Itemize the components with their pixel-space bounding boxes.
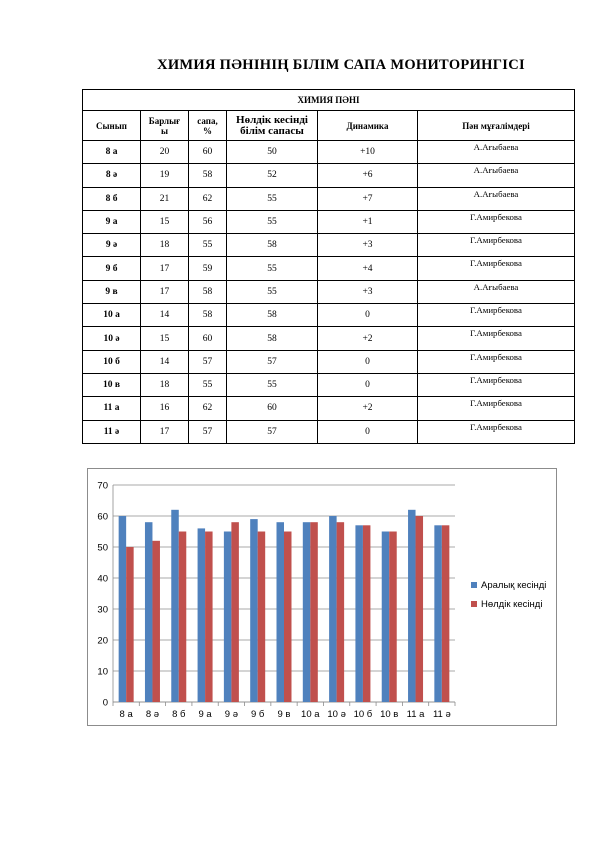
cell-class: 10 а bbox=[83, 304, 141, 327]
cell-dynamics: +3 bbox=[318, 280, 418, 303]
cell-quality: 62 bbox=[189, 397, 227, 420]
bar-zero bbox=[310, 522, 318, 702]
table-row bbox=[83, 234, 575, 257]
cell-quality: 57 bbox=[189, 420, 227, 443]
bar-zero bbox=[416, 516, 424, 702]
cell-teacher: Г.Амирбекова bbox=[418, 397, 575, 420]
cell-zero: 60 bbox=[227, 397, 318, 420]
cell-dynamics: +2 bbox=[318, 397, 418, 420]
y-tick-label: 10 bbox=[97, 666, 108, 678]
bar-zero bbox=[179, 532, 187, 703]
cell-teacher: А.Ағыбаева bbox=[418, 164, 575, 187]
y-tick-label: 50 bbox=[97, 542, 108, 554]
cell-dynamics: +1 bbox=[318, 210, 418, 233]
bar-zero bbox=[442, 525, 450, 702]
cell-teacher: А.Ағыбаева bbox=[418, 280, 575, 303]
x-tick-label: 9 а bbox=[198, 709, 212, 720]
table-row bbox=[83, 141, 575, 164]
bar-interim bbox=[224, 532, 232, 703]
cell-dynamics: +3 bbox=[318, 234, 418, 257]
cell-teacher: Г.Амирбекова bbox=[418, 234, 575, 257]
bar-interim bbox=[277, 522, 285, 702]
cell-quality: 55 bbox=[189, 234, 227, 257]
cell-quality: 56 bbox=[189, 210, 227, 233]
x-tick-label: 8 а bbox=[119, 709, 133, 720]
bar-zero bbox=[258, 532, 266, 703]
cell-dynamics: 0 bbox=[318, 373, 418, 396]
cell-quality: 58 bbox=[189, 164, 227, 187]
y-tick-label: 20 bbox=[97, 635, 108, 647]
bar-interim bbox=[303, 522, 311, 702]
cell-class: 11 ә bbox=[83, 420, 141, 443]
cell-total: 17 bbox=[141, 257, 189, 280]
table-row bbox=[83, 350, 575, 373]
col-header-quality: сапа, % bbox=[189, 111, 227, 141]
cell-total: 15 bbox=[141, 327, 189, 350]
cell-zero: 55 bbox=[227, 187, 318, 210]
x-tick-label: 10 ә bbox=[327, 709, 346, 720]
cell-quality: 62 bbox=[189, 187, 227, 210]
cell-zero: 52 bbox=[227, 164, 318, 187]
table-row bbox=[83, 304, 575, 327]
cell-class: 9 б bbox=[83, 257, 141, 280]
bar-interim bbox=[355, 525, 363, 702]
y-tick-label: 0 bbox=[102, 697, 108, 709]
bar-interim bbox=[408, 510, 416, 702]
x-tick-label: 9 б bbox=[251, 709, 265, 720]
legend-label: Аралық кесінді bbox=[481, 580, 547, 591]
table-body bbox=[83, 141, 575, 444]
col-header-total: Барлығ ы bbox=[141, 111, 189, 141]
cell-class: 9 в bbox=[83, 280, 141, 303]
x-tick-label: 10 б bbox=[353, 709, 373, 720]
table-row bbox=[83, 397, 575, 420]
cell-quality: 57 bbox=[189, 350, 227, 373]
bar-interim bbox=[198, 528, 206, 702]
cell-zero: 55 bbox=[227, 210, 318, 233]
y-tick-label: 70 bbox=[97, 480, 108, 492]
cell-zero: 55 bbox=[227, 373, 318, 396]
cell-zero: 57 bbox=[227, 420, 318, 443]
cell-zero: 58 bbox=[227, 327, 318, 350]
cell-total: 17 bbox=[141, 420, 189, 443]
cell-class: 8 ә bbox=[83, 164, 141, 187]
cell-total: 20 bbox=[141, 141, 189, 164]
col-header-teacher: Пән мұғалімдері bbox=[418, 111, 575, 141]
cell-teacher: А.Ағыбаева bbox=[418, 141, 575, 164]
cell-dynamics: 0 bbox=[318, 304, 418, 327]
cell-class: 10 ә bbox=[83, 327, 141, 350]
x-tick-label: 8 б bbox=[172, 709, 186, 720]
quality-table bbox=[82, 89, 575, 444]
y-tick-label: 40 bbox=[97, 573, 108, 585]
x-tick-label: 9 ә bbox=[224, 709, 238, 720]
col-header-class: Сынып bbox=[83, 111, 141, 141]
cell-dynamics: 0 bbox=[318, 350, 418, 373]
cell-total: 21 bbox=[141, 187, 189, 210]
cell-teacher: Г.Амирбекова bbox=[418, 350, 575, 373]
legend-swatch bbox=[471, 601, 477, 607]
cell-quality: 60 bbox=[189, 141, 227, 164]
cell-quality: 60 bbox=[189, 327, 227, 350]
x-tick-label: 10 в bbox=[380, 709, 399, 720]
table-row bbox=[83, 373, 575, 396]
bar-interim bbox=[171, 510, 179, 702]
cell-dynamics: 0 bbox=[318, 420, 418, 443]
cell-teacher: Г.Амирбекова bbox=[418, 420, 575, 443]
cell-total: 14 bbox=[141, 350, 189, 373]
cell-class: 10 в bbox=[83, 373, 141, 396]
cell-dynamics: +7 bbox=[318, 187, 418, 210]
cell-class: 8 а bbox=[83, 141, 141, 164]
bar-interim bbox=[250, 519, 258, 702]
cell-class: 8 б bbox=[83, 187, 141, 210]
bar-interim bbox=[145, 522, 153, 702]
cell-zero: 55 bbox=[227, 257, 318, 280]
table-caption: ХИМИЯ ПӘНІ bbox=[83, 90, 575, 111]
table-row bbox=[83, 210, 575, 233]
bar-zero bbox=[231, 522, 239, 702]
bar-zero bbox=[205, 532, 213, 703]
cell-teacher: Г.Амирбекова bbox=[418, 210, 575, 233]
bar-zero bbox=[337, 522, 345, 702]
cell-total: 18 bbox=[141, 373, 189, 396]
cell-zero: 50 bbox=[227, 141, 318, 164]
cell-total: 18 bbox=[141, 234, 189, 257]
cell-total: 16 bbox=[141, 397, 189, 420]
table-row bbox=[83, 280, 575, 303]
bar-zero bbox=[363, 525, 371, 702]
x-tick-label: 11 ә bbox=[432, 709, 451, 720]
cell-teacher: Г.Амирбекова bbox=[418, 304, 575, 327]
bar-interim bbox=[329, 516, 337, 702]
cell-class: 10 б bbox=[83, 350, 141, 373]
col-header-zero: Нөлдік кесінді білім сапасы bbox=[227, 111, 318, 141]
cell-teacher: А.Ағыбаева bbox=[418, 187, 575, 210]
chart-canvas bbox=[88, 469, 556, 725]
cell-total: 14 bbox=[141, 304, 189, 327]
table-row bbox=[83, 164, 575, 187]
cell-zero: 55 bbox=[227, 280, 318, 303]
cell-class: 9 ә bbox=[83, 234, 141, 257]
cell-zero: 58 bbox=[227, 304, 318, 327]
table-row bbox=[83, 327, 575, 350]
cell-dynamics: +2 bbox=[318, 327, 418, 350]
document-title: ХИМИЯ ПӘНІНІҢ БІЛІМ САПА МОНИТОРИНГІСІ bbox=[157, 57, 525, 73]
x-tick-label: 9 в bbox=[277, 709, 291, 720]
bar-zero bbox=[389, 532, 397, 703]
y-tick-label: 30 bbox=[97, 604, 108, 616]
x-tick-label: 10 а bbox=[301, 709, 320, 720]
cell-dynamics: +10 bbox=[318, 141, 418, 164]
table-row bbox=[83, 420, 575, 443]
col-header-dynamics: Динамика bbox=[318, 111, 418, 141]
cell-teacher: Г.Амирбекова bbox=[418, 327, 575, 350]
cell-total: 15 bbox=[141, 210, 189, 233]
quality-chart bbox=[87, 468, 557, 726]
cell-zero: 58 bbox=[227, 234, 318, 257]
bar-zero bbox=[126, 547, 133, 702]
cell-class: 9 а bbox=[83, 210, 141, 233]
cell-teacher: Г.Амирбекова bbox=[418, 257, 575, 280]
cell-teacher: Г.Амирбекова bbox=[418, 373, 575, 396]
bar-interim bbox=[382, 532, 390, 703]
legend-swatch bbox=[471, 582, 477, 588]
cell-quality: 58 bbox=[189, 304, 227, 327]
cell-dynamics: +6 bbox=[318, 164, 418, 187]
cell-total: 17 bbox=[141, 280, 189, 303]
table-row bbox=[83, 257, 575, 280]
table-row bbox=[83, 187, 575, 210]
cell-dynamics: +4 bbox=[318, 257, 418, 280]
cell-quality: 58 bbox=[189, 280, 227, 303]
cell-total: 19 bbox=[141, 164, 189, 187]
x-tick-label: 8 ә bbox=[145, 709, 160, 720]
cell-class: 11 а bbox=[83, 397, 141, 420]
y-tick-label: 60 bbox=[97, 511, 108, 523]
bar-interim bbox=[119, 516, 127, 702]
cell-quality: 55 bbox=[189, 373, 227, 396]
legend-label: Нөлдік кесінді bbox=[481, 599, 543, 610]
cell-zero: 57 bbox=[227, 350, 318, 373]
x-tick-label: 11 а bbox=[406, 709, 425, 720]
bar-zero bbox=[284, 532, 292, 703]
cell-quality: 59 bbox=[189, 257, 227, 280]
bar-interim bbox=[434, 525, 442, 702]
bar-zero bbox=[152, 541, 160, 702]
